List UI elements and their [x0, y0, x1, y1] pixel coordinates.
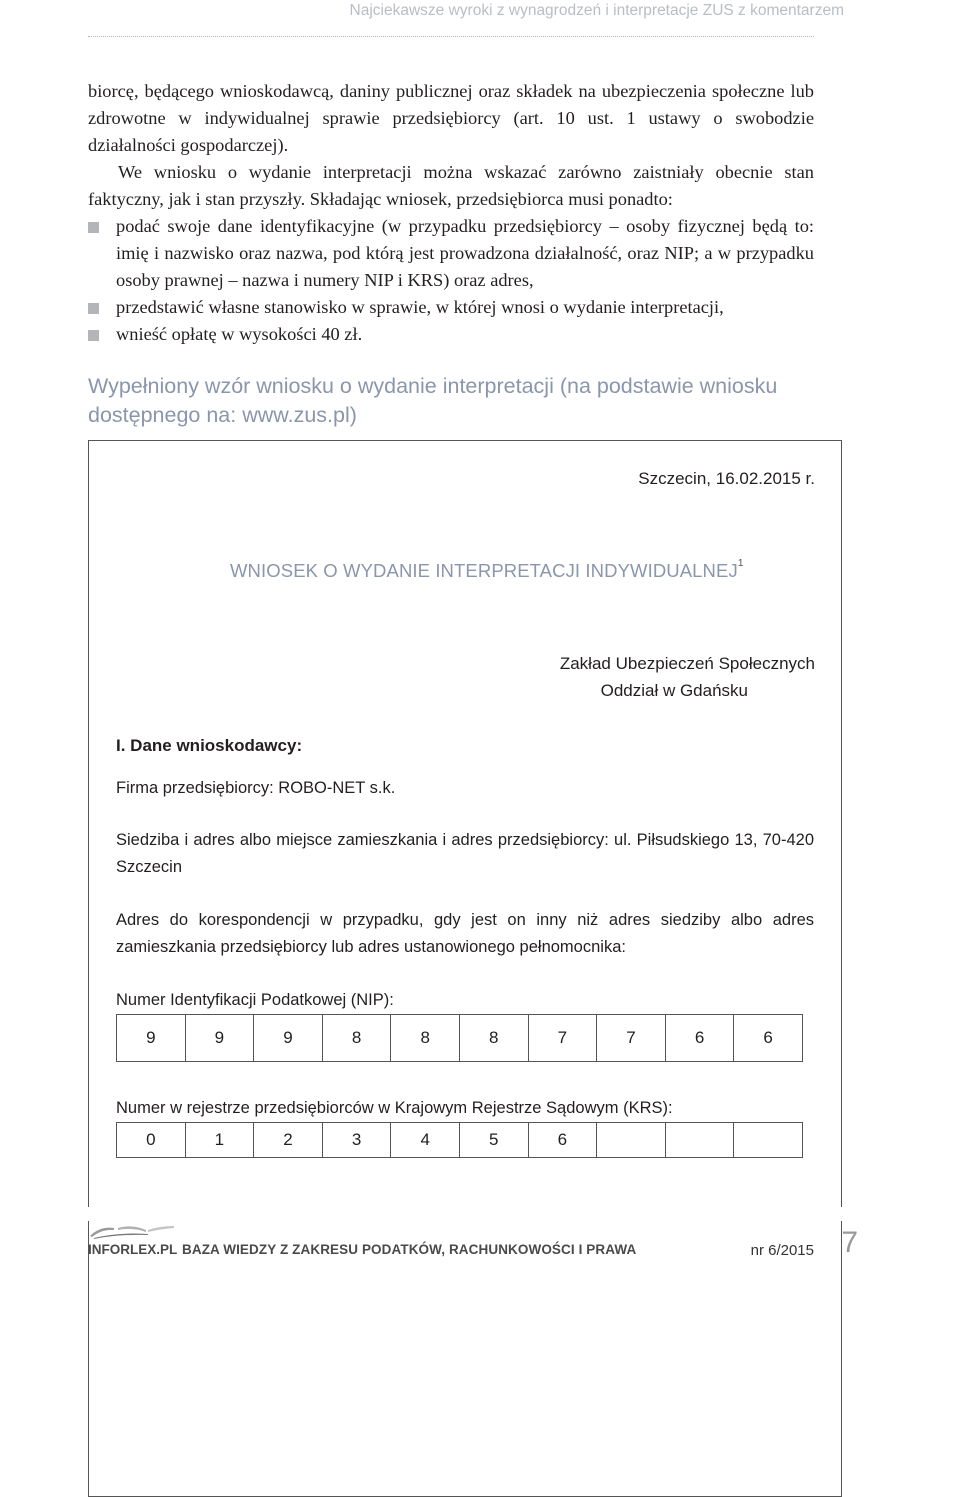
form-section-heading: Wypełniony wzór wniosku o wydanie interpretacji (na podstawie wniosku dostępnego na: www.zus.pl): [88, 374, 778, 427]
addressee-branch: Oddział w Gdańsku: [600, 681, 748, 700]
nip-digit: 9: [117, 1015, 186, 1061]
nip-digit: 7: [597, 1015, 666, 1061]
krs-digit: 2: [254, 1123, 323, 1157]
list-item: [88, 321, 814, 348]
krs-digit: [666, 1123, 735, 1157]
frame-mask: [60, 1207, 880, 1221]
paragraph: We wniosku o wydanie interpretacji można wskazać zarówno zaistniały obecnie stan faktyczny, jak i stan przyszły. Składając wniosek, przedsiębiorca musi ponadto:: [88, 162, 814, 209]
form-title-text: WNIOSEK O WYDANIE INTERPRETACJI INDYWIDUALNEJ: [230, 560, 738, 581]
page-footer: [88, 1222, 870, 1260]
krs-digit: 0: [117, 1123, 186, 1157]
footnote-marker: 1: [737, 558, 744, 569]
nip-digit: 6: [666, 1015, 735, 1061]
list-item: [88, 294, 814, 321]
addressee: [560, 650, 815, 704]
correspondence-address-field: Adres do korespondencji w przypadku, gdy jest on inny niż adres siedziby albo adres zamieszkania przedsiębiorcy lub adres ustanowionego pełnomocnika:: [116, 911, 814, 956]
krs-digit: 6: [529, 1123, 598, 1157]
krs-label: Numer w rejestrze przedsiębiorców w Krajowym Rejestrze Sądowym (KRS):: [116, 1099, 673, 1117]
running-title: Najciekawsze wyroki z wynagrodzeń i interpretacje ZUS z komentarzem: [349, 2, 844, 19]
article-body: [88, 78, 814, 348]
paragraph: biorcę, będącego wnioskodawcą, daniny publicznej oraz składek na ubezpieczenia społeczne lub zdrowotne w indywidualnej sprawie przedsiębiorcy (art. 10 ust. 1 ustawy o swobodzie działalności gospodarczej).: [88, 81, 814, 155]
form-frame: [88, 440, 842, 1497]
square-bullet-icon: [88, 222, 99, 233]
inforlex-book-logo-icon: [88, 1222, 178, 1240]
nip-digit: 9: [186, 1015, 255, 1061]
footer-tagline: BAZA WIEDZY Z ZAKRESU PODATKÓW, RACHUNKOWOŚCI I PRAWA: [182, 1242, 637, 1257]
nip-digit: 7: [529, 1015, 598, 1061]
nip-digit: 6: [734, 1015, 803, 1061]
krs-digit: 3: [323, 1123, 392, 1157]
seat-address-field: Siedziba i adres albo miejsce zamieszkania i adres przedsiębiorcy: ul. Piłsudskiego 13, 70-420 Szczecin: [116, 831, 814, 876]
list-item-text: przedstawić własne stanowisko w sprawie, w której wnosi o wydanie interpretacji,: [116, 297, 724, 317]
form-date: Szczecin, 16.02.2015 r.: [638, 469, 815, 488]
krs-digit: [734, 1123, 803, 1157]
list-item-text: wnieść opłatę w wysokości 40 zł.: [116, 324, 363, 344]
krs-digit-boxes: [116, 1122, 803, 1158]
form-title: [230, 560, 743, 582]
nip-digit: 8: [391, 1015, 460, 1061]
addressee-institution: Zakład Ubezpieczeń Społecznych: [559, 654, 815, 673]
issue-number: nr 6/2015: [750, 1242, 814, 1259]
list-item: [88, 213, 814, 294]
nip-digit-boxes: [116, 1014, 803, 1062]
krs-digit: 5: [460, 1123, 529, 1157]
company-field: Firma przedsiębiorcy: ROBO-NET s.k.: [116, 779, 396, 797]
nip-digit: 9: [254, 1015, 323, 1061]
square-bullet-icon: [88, 330, 99, 341]
square-bullet-icon: [88, 303, 99, 314]
footer-brand: INFORLEX.PL: [88, 1242, 178, 1257]
list-item-text: podać swoje dane identyfikacyjne (w przypadku przedsiębiorcy – osoby fizycznej będą to: imię i nazwisko oraz nazwa, pod którą jest prowadzona działalność, oraz NIP; a w przypadku osoby prawnej – nazwa i numery NIP i KRS) oraz adres,: [116, 216, 814, 290]
header-divider: [88, 36, 814, 37]
nip-digit: 8: [323, 1015, 392, 1061]
requirements-list: [88, 213, 814, 348]
krs-digit: 1: [186, 1123, 255, 1157]
section-title: I. Dane wnioskodawcy:: [116, 736, 303, 755]
krs-digit: 4: [391, 1123, 460, 1157]
krs-digit: [597, 1123, 666, 1157]
nip-label: Numer Identyfikacji Podatkowej (NIP):: [116, 991, 394, 1009]
page-number: 7: [841, 1226, 858, 1259]
nip-digit: 8: [460, 1015, 529, 1061]
